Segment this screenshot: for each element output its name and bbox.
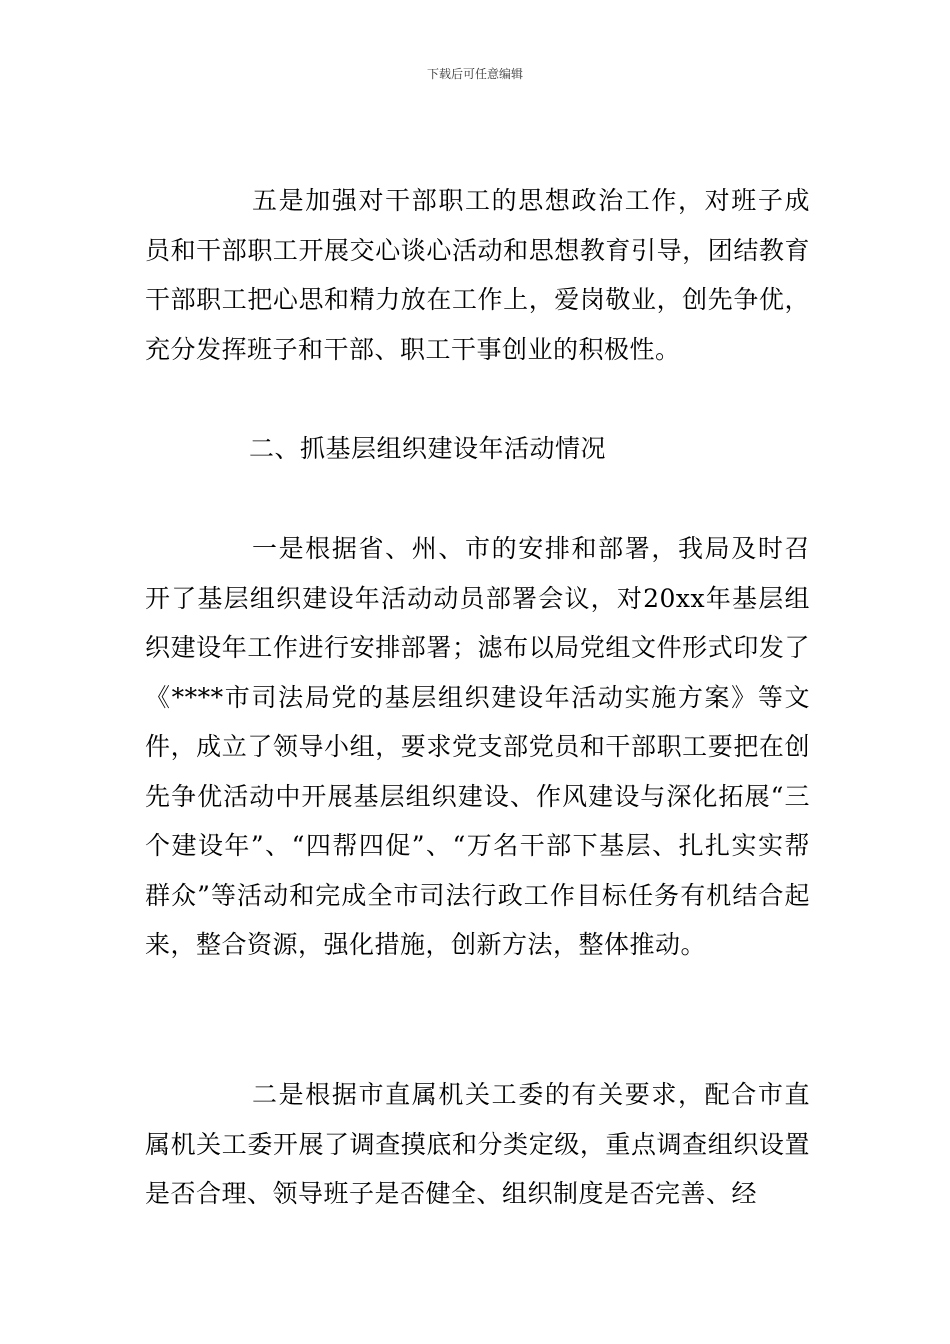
paragraph-investigation: 二是根据市直属机关工委的有关要求，配合市直属机关工委开展了调查摸底和分类定级，重点调查组织设置是否合理、领导班子是否健全、组织制度是否完善、经 <box>145 1080 810 1208</box>
paragraph-ideological-work: 五是加强对干部职工的思想政治工作，对班子成员和干部职工开展交心谈心活动和思想教育引导，团结教育干部职工把心思和精力放在工作上，爱岗敬业，创先争优，充分发挥班子和干部、职工干事创业的积极性。 <box>145 186 810 364</box>
header-note: 下载后可任意编辑 <box>426 67 523 81</box>
section-heading: 二、抓基层组织建设年活动情况 <box>249 434 607 463</box>
paragraph-organization-building: 一是根据省、州、市的安排和部署，我局及时召开了基层组织建设年活动动员部署会议，对20xx年基层组织建设年工作进行安排部署；滤布以局党组文件形式印发了《****市司法局党的基层组织建设年活动实施方案》等文件，成立了领导小组，要求党支部党员和干部职工要把在创先争优活动中开展基层组织建设、作风建设与深化拓展“三个建设年”、“四帮四促”、“万名干部下基层、扎扎实实帮群众”等活动和完成全市司法行政工作目标任务有机结合起来，整合资源，强化措施，创新方法，整体推动。 <box>145 534 810 959</box>
